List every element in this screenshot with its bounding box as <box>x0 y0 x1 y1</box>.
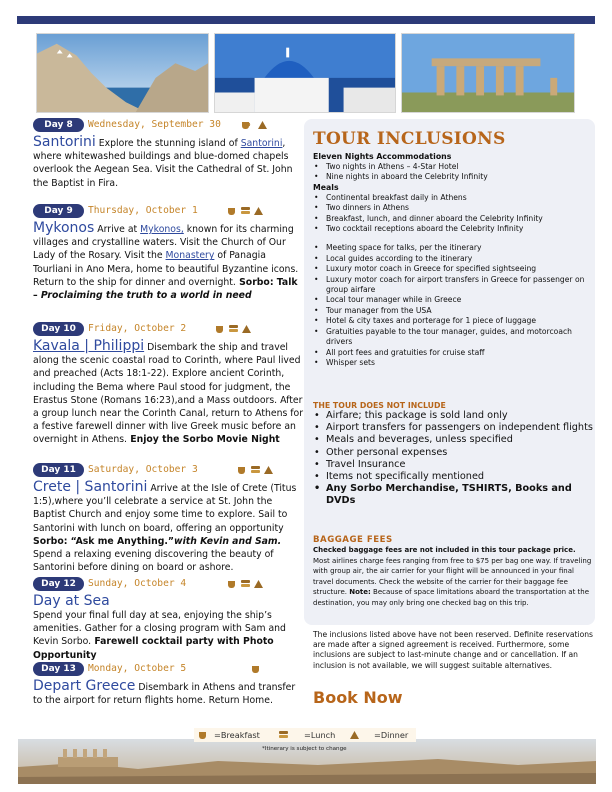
day-place: Kavala | Philippi <box>33 338 145 354</box>
dinner-icon <box>253 578 264 589</box>
tour-inclusions-title: TOUR INCLUSIONS <box>313 129 506 149</box>
book-now-link[interactable]: Book Now <box>313 688 403 707</box>
lunch-icon <box>250 464 261 475</box>
not-included-list <box>313 401 593 508</box>
breakfast-icon <box>237 464 248 475</box>
breakfast-icon <box>227 205 238 216</box>
santorini-link[interactable]: Santorini <box>240 138 283 149</box>
cliff-coast-photo <box>36 33 209 113</box>
dinner-icon <box>263 464 274 475</box>
list-item: • Two nights in Athens – 4-Star Hotel <box>313 162 593 172</box>
day-date: Sunday, October 4 <box>88 578 187 589</box>
list-item: • Two cocktail receptions aboard the Celebrity Infinity <box>313 224 593 234</box>
list-item: • Local tour manager while in Greece <box>313 295 593 305</box>
day-8-block: Day 8 Wednesday, September 30 Santorini Explore the stunning island of Santorini, where whitewashed buildings and blue-domed chapels overlook the Aegean Sea. Visit the Cathedral of St. John the Baptist in Fira. <box>33 119 293 189</box>
breakfast-icon <box>215 323 226 334</box>
day-date: Monday, October 5 <box>88 663 187 674</box>
list-item: • Airport transfers for passengers on independent flights <box>313 422 593 434</box>
day-9-block: Day 9 Thursday, October 1 Mykonos Arrive at Mykonos, known for its charming villages and crystalline waters. Visit the Church of Our Lady of the Rosary. Visit the Monastery of Panagia Tourliani in Ano Mera, home to beautiful Byzantine icons. Return to the ship for dinner and overnight. Sorbo: Talk – Proclaiming the truth to a world in need <box>33 205 299 302</box>
list-item: • Other personal expenses <box>313 447 593 459</box>
list-item: • Breakfast, lunch, and dinner aboard the Celebrity Infinity <box>313 214 593 224</box>
day-13-block: Day 13 Monday, October 5 Depart Greece Disembark in Athens and transfer to the airport for return flights home. Return Home. <box>33 663 296 707</box>
legend-lunch: =Lunch <box>304 730 336 740</box>
legend-breakfast: =Breakfast <box>214 730 260 740</box>
day-11-block: Day 11 Saturday, October 3 Crete | Santorini Arrive at the Isle of Crete (Titus 1:5),where you’ll celebrate a service at St. John the Baptist Church and enjoy some time to explore. Sail to Santorini with lunch on board, offering an opportunity Sorbo: “Ask me Anything.”with Kevin and Sam. Spend a relaxing evening discovering the beauty of Santorini before dining on board or ashore. <box>33 464 297 574</box>
day-place: Depart Greece <box>33 678 136 694</box>
day-place: Crete | Santorini <box>33 479 148 495</box>
list-item: • Meals and beverages, unless specified <box>313 434 593 446</box>
lunch-icon <box>228 323 239 334</box>
day-10-block: Day 10 Friday, October 2 Kavala | Philippi Disembark the ship and travel along the scenic coastal road to Corinth, where Paul lived and preached (Acts 18:1-22). Explore ancient Corinth, including the Bema where Paul stood for judgment, the Erastus Stone (Romans 16:23),and a Mass outdoors. After a group lunch near the Corinth Canal, return to Athens for a festive farewell dinner with live Greek music before an overnight in Athens. Enjoy the Sorbo Movie Night <box>33 323 304 446</box>
dinner-icon <box>253 205 264 216</box>
list-item: • Hotel & city taxes and porterage for 1 piece of luggage <box>313 316 593 326</box>
reservation-notice: The inclusions listed above have not been reserved. Definite reservations are made after a signed agreement is received. Furthermore, some inclusions are subject to last-minute change and or cancellation. If an inclusion is not available, we will suggest suitable alternatives. <box>313 630 594 670</box>
day-date: Saturday, October 3 <box>88 464 198 475</box>
day-place: Day at Sea <box>33 593 110 609</box>
day-date: Thursday, October 1 <box>88 205 198 216</box>
monastery-link[interactable]: Monastery <box>165 250 215 262</box>
legend-dinner: =Dinner <box>374 730 409 740</box>
dinner-icon <box>257 119 268 130</box>
day-place: Santorini <box>33 134 96 150</box>
list-item: • Continental breakfast daily in Athens <box>313 193 593 203</box>
top-color-bar <box>17 16 595 24</box>
list-item: • Whisper sets <box>313 358 593 368</box>
day-place: Mykonos <box>33 220 95 236</box>
breakfast-icon <box>198 729 209 740</box>
list-item: • Nine nights in aboard the Celebrity Infinity <box>313 172 593 182</box>
dinner-icon <box>349 729 360 740</box>
list-item: • Travel Insurance <box>313 459 593 471</box>
day-12-block: Day 12 Sunday, October 4 Day at Sea Spend your final full day at sea, enjoying the ship’s amenities. Gather for a closing program with Sam and Kevin Sorbo. Farewell cocktail party with Photo Opportunity <box>33 577 305 662</box>
inclusions-list: Eleven Nights Accommodations • Two nights in Athens – 4-Star Hotel • Nine nights in aboard the Celebrity Infinity Meals • Continental breakfast daily in Athens • Two dinners in Athens • Breakfast, lunch, and dinner aboard the Celebrity Infinity • Two cocktail receptions aboard the Celebrity Infinity • Meeting space for talks, per the itinerary • Local guides according to the itinerary • Luxury motor coach in Greece for specified sightseeing • Luxury motor coach for airport transfers in Greece for passenger on group airfare • Local tour manager while in Greece • Tour manager from the USA • Hotel & city taxes and porterage for 1 piece of luggage • Gratuities payable to the tour manager, guides, and motorcoach drivers • All port fees and gratuities for cruise staff • Whisper sets <box>313 152 593 368</box>
lunch-icon <box>240 205 251 216</box>
list-item: • Tour manager from the USA <box>313 306 593 316</box>
list-item: • Two dinners in Athens <box>313 203 593 213</box>
itinerary-disclaimer: *Itinerary is subject to change <box>262 746 347 752</box>
not-included-heading: THE TOUR DOES NOT INCLUDE <box>313 401 446 410</box>
baggage-section: BAGGAGE FEES Checked baggage fees are not included in this tour package price. Most airlines charge fees ranging from free to $75 per bag one way. If traveling with group air, the air carrier for your flight will be announced in your final travel documents. Check the website of the carrier for their baggage fee structure. Note: Because of space limitations aboard the transportation at the destination, you may only bring one checked bag on this trip. <box>313 535 592 607</box>
list-item: • Luxury motor coach in Greece for specified sightseeing <box>313 264 593 274</box>
list-item: • Meeting space for talks, per the itinerary <box>313 243 593 253</box>
day-date: Wednesday, September 30 <box>88 119 221 130</box>
breakfast-icon <box>251 663 262 674</box>
list-item: • All port fees and gratuities for cruise staff <box>313 348 593 358</box>
list-item: • Local guides according to the itinerary <box>313 254 593 264</box>
ancient-temple-photo <box>401 33 575 113</box>
day-badge: Day 11 <box>33 463 84 477</box>
day-badge: Day 13 <box>33 662 84 676</box>
day-badge: Day 10 <box>33 322 84 336</box>
day-date: Friday, October 2 <box>88 323 187 334</box>
list-item: • Airfare; this package is sold land only <box>313 410 593 422</box>
day-badge: Day 8 <box>33 118 84 132</box>
day-badge: Day 9 <box>33 204 84 218</box>
dinner-icon <box>241 323 252 334</box>
meal-legend <box>194 728 416 742</box>
list-item: • Any Sorbo Merchandise, TSHIRTS, Books and DVDs <box>313 483 593 507</box>
lunch-icon <box>278 729 289 740</box>
list-item: • Luxury motor coach for airport transfers in Greece for passenger on group airfare <box>313 275 593 296</box>
lunch-icon <box>240 578 251 589</box>
day-badge: Day 12 <box>33 577 84 591</box>
baggage-title: BAGGAGE FEES <box>313 535 393 545</box>
list-item: • Items not specifically mentioned <box>313 471 593 483</box>
breakfast-icon <box>227 578 238 589</box>
list-item: • Gratuities payable to the tour manager, guides, and motorcoach drivers <box>313 327 593 348</box>
breakfast-icon <box>241 119 252 130</box>
mykonos-link[interactable]: Mykonos, <box>140 224 184 235</box>
santorini-dome-photo <box>214 33 396 113</box>
